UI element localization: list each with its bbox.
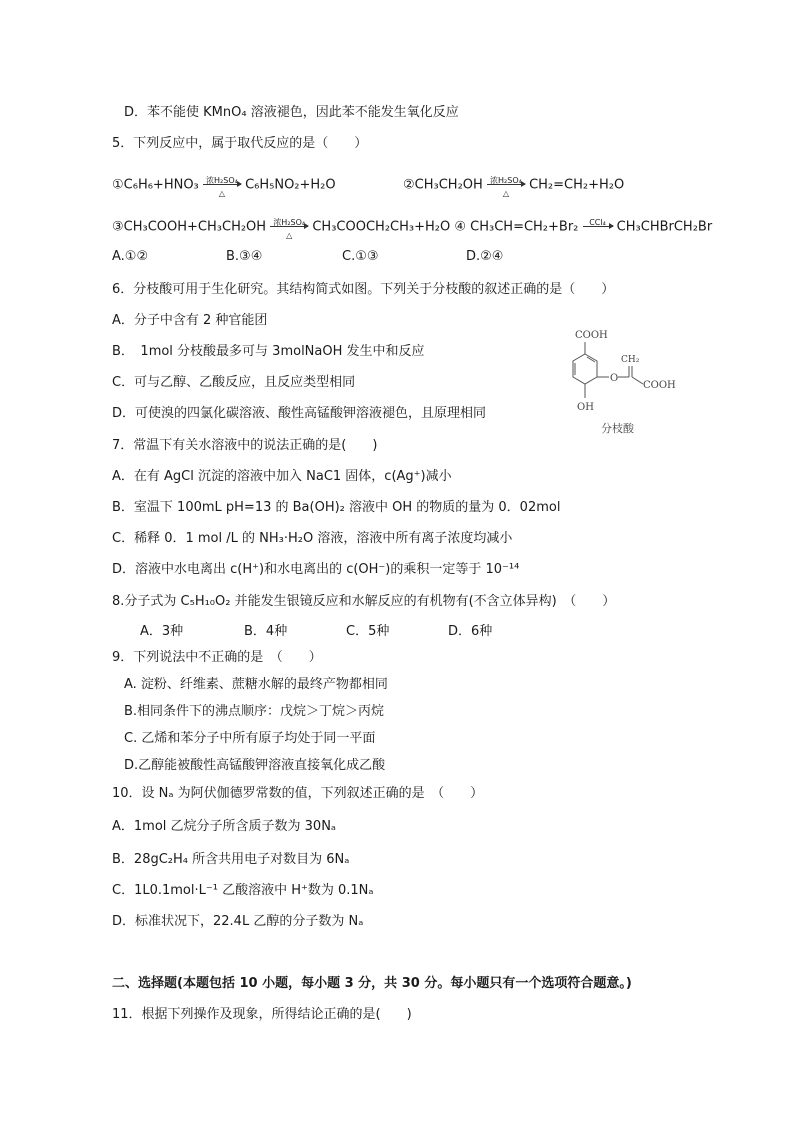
q10-option-c: C．1L0.1mol·L⁻¹ 乙酸溶液中 H⁺数为 0.1Nₐ bbox=[112, 883, 374, 898]
r3-left: ③CH₃COOH+CH₃CH₂OH bbox=[112, 219, 267, 235]
r4-left: ④ CH₃CH=CH₂+Br₂ bbox=[454, 219, 579, 235]
q9-option-a: A. 淀粉、纤维素、蔗糖水解的最终产物都相同 bbox=[124, 677, 388, 692]
section-2-title: 二、选择题(本题包括 10 小题，每小题 3 分，共 30 分。每小题只有一个选项符合题意。) bbox=[112, 976, 632, 991]
q10-stem: 10．设 Nₐ 为阿伏伽德罗常数的值，下列叙述正确的是 （ ） bbox=[112, 786, 484, 801]
r4-right: CH₃CHBrCH₂Br bbox=[616, 219, 713, 235]
q7-option-a: A．在有 AgCl 沉淀的溶液中加入 NaC1 固体，c(Ag⁺)减小 bbox=[112, 469, 452, 484]
q7-stem: 7．常温下有关水溶液中的说法正确的是( ) bbox=[112, 438, 378, 453]
q9-option-b: B.相同条件下的沸点顺序：戊烷＞丁烷＞丙烷 bbox=[124, 704, 385, 719]
q7-option-b: B．室温下 100mL pH=13 的 Ba(OH)₂ 溶液中 OH 的物质的量为 0．02mol bbox=[112, 500, 561, 515]
q7-option-c: C．稀释 0．1 mol /L 的 NH₃·H₂O 溶液，溶液中所有离子浓度均减小 bbox=[112, 531, 513, 546]
q6-option-d: D．可使溴的四氯化碳溶液、酸性高锰酸钾溶液褪色，且原理相同 bbox=[112, 406, 487, 421]
q8-stem: 8.分子式为 C₅H₁₀O₂ 并能发生银镜反应和水解反应的有机物有(不含立体异构) （ ） bbox=[112, 594, 616, 609]
q10-option-a: A．1mol 乙烷分子所含质子数为 30Nₐ bbox=[112, 819, 337, 834]
q6-stem: 6．分枝酸可用于生化研究。其结构简式如图。下列关于分枝酸的叙述正确的是（ ） bbox=[112, 282, 615, 297]
q5-reaction-3-4 bbox=[112, 218, 713, 240]
q5-reaction-2 bbox=[403, 176, 625, 198]
r3-right: CH₃COOCH₂CH₃+H₂O bbox=[312, 219, 451, 235]
q5-option-d: D.②④ bbox=[466, 249, 504, 264]
q5-stem: 5．下列反应中，属于取代反应的是（ ） bbox=[112, 136, 368, 151]
fig-caption: 分枝酸 bbox=[601, 422, 634, 435]
reaction-arrow: 浓H₂SO₄ △ bbox=[270, 218, 308, 236]
q6-option-b: B． 1mol 分枝酸最多可与 3molNaOH 发生中和反应 bbox=[112, 344, 425, 359]
fig-oh: OH bbox=[577, 402, 594, 413]
q7-option-d: D．溶液中水电离出 c(H⁺)和水电离出的 c(OH⁻)的乘积一定等于 10⁻¹⁴ bbox=[112, 562, 520, 577]
q9-option-c: C. 乙烯和苯分子中所有原子均处于同一平面 bbox=[124, 731, 376, 746]
r1-left: ①C₆H₆+HNO₃ bbox=[112, 177, 199, 193]
q8-option-d: D．6种 bbox=[448, 624, 493, 639]
reaction-arrow: 浓H₂SO₄ △ bbox=[203, 176, 241, 194]
q9-option-d: D.乙醇能被酸性高锰酸钾溶液直接氧化成乙酸 bbox=[124, 758, 386, 773]
q4-option-d: D．苯不能使 KMnO₄ 溶液褪色，因此苯不能发生氧化反应 bbox=[124, 105, 459, 120]
q9-stem: 9．下列说法中不正确的是 （ ） bbox=[112, 650, 322, 665]
q5-option-b: B.③④ bbox=[226, 249, 263, 264]
q10-option-b: B．28gC₂H₄ 所含共用电子对数目为 6Nₐ bbox=[112, 852, 350, 867]
r2-left: ②CH₃CH₂OH bbox=[403, 177, 483, 193]
q5-option-c: C.①③ bbox=[342, 249, 379, 264]
q8-option-c: C．5种 bbox=[346, 624, 390, 639]
fig-cooh-top: COOH bbox=[575, 330, 608, 341]
fig-ch2: CH₂ bbox=[621, 355, 640, 365]
fig-o: O bbox=[610, 373, 619, 384]
q11-stem: 11．根据下列操作及现象，所得结论正确的是( ) bbox=[112, 1007, 412, 1022]
r2-right: CH₂=CH₂+H₂O bbox=[529, 177, 625, 193]
q5-reaction-1 bbox=[112, 176, 336, 198]
q5-option-a: A.①② bbox=[112, 249, 149, 264]
q10-option-d: D．标准状况下，22.4L 乙醇的分子数为 Nₐ bbox=[112, 914, 364, 929]
reaction-arrow: 浓H₂SO₄ △ bbox=[487, 176, 525, 194]
r1-right: C₆H₅NO₂+H₂O bbox=[245, 177, 336, 193]
chorismic-acid-structure bbox=[555, 322, 685, 442]
q6-option-c: C．可与乙醇、乙酸反应，且反应类型相同 bbox=[112, 375, 356, 390]
q6-option-a: A．分子中含有 2 种官能团 bbox=[112, 313, 268, 328]
reaction-arrow-ccl4: CCl₄ bbox=[583, 218, 613, 236]
q8-option-b: B．4种 bbox=[244, 624, 288, 639]
q8-option-a: A．3种 bbox=[140, 624, 184, 639]
fig-cooh-right: COOH bbox=[643, 380, 676, 391]
